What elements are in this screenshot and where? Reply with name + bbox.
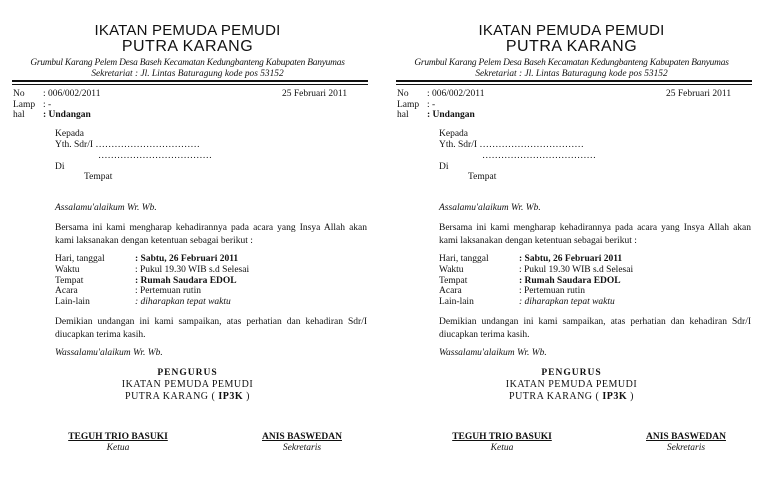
detail-label: Hari, tanggal: [55, 254, 105, 264]
invitation-letter-left: [10, 0, 380, 501]
detail-label: Acara: [439, 286, 462, 296]
no-value: : 006/002/2011: [427, 89, 485, 99]
letterhead-rule-thick: [12, 80, 368, 82]
recipient-di: Di: [439, 162, 449, 172]
no-label: No: [13, 89, 25, 99]
letterhead-address: Grumbul Karang Pelem Desa Baseh Kecamatan Kedungbanteng Kabupaten Banyumas: [414, 58, 729, 68]
signature-org2: [394, 391, 749, 402]
signatory-name-ketua: TEGUH TRIO BASUKI: [68, 432, 168, 442]
signature-org2-abbr: IP3K: [602, 391, 628, 402]
lamp-label: Lamp: [397, 100, 420, 110]
letterhead-secretariat: Sekretariat : Jl. Lintas Baturagung kode pos 53152: [475, 69, 668, 79]
detail-value: : Sabtu, 26 Februari 2011: [135, 254, 239, 264]
signature-pengurus: PENGURUS: [541, 368, 602, 378]
detail-label: Hari, tanggal: [439, 254, 489, 264]
signatory-role-ketua: Ketua: [106, 443, 130, 453]
detail-value: : diharapkan tepat waktu: [519, 297, 615, 307]
signatory-role-sekretaris: Sekretaris: [282, 443, 322, 453]
detail-label: Tempat: [55, 276, 84, 286]
detail-label: Waktu: [439, 265, 464, 275]
signatory-name-sekretaris: ANIS BASWEDAN: [262, 432, 342, 442]
detail-value: : Pertemuan rutin: [135, 286, 201, 296]
recipient-tempat: Tempat: [468, 172, 497, 182]
detail-value: : Pukul 19.30 WIB s.d Selesai: [135, 265, 250, 275]
detail-value: : Rumah Saudara EDOL: [135, 276, 237, 286]
recipient-di: Di: [55, 162, 65, 172]
signatory-role-sekretaris: Sekretaris: [666, 443, 706, 453]
letter-date: 25 Februari 2011: [666, 89, 732, 99]
signatory-name-sekretaris: ANIS BASWEDAN: [646, 432, 726, 442]
recipient-kepada: Kepada: [55, 129, 85, 139]
letterhead-rule-thin: [12, 84, 368, 85]
detail-label: Waktu: [55, 265, 80, 275]
signature-pengurus: PENGURUS: [157, 368, 218, 378]
detail-label: Tempat: [439, 276, 468, 286]
letterhead-org-line2: PUTRA KARANG: [121, 38, 254, 55]
letterhead-secretariat: Sekretariat : Jl. Lintas Baturagung kode pos 53152: [91, 69, 284, 79]
signature-org2-prefix: PUTRA KARANG (: [125, 391, 216, 402]
signature-org2-prefix: PUTRA KARANG (: [509, 391, 600, 402]
closing-paragraph: Demikian undangan ini kami sampaikan, atas perhatian dan kehadiran Sdr/I diucapkan terima kasih.: [439, 317, 751, 340]
hal-value: : Undangan: [43, 110, 91, 120]
letterhead-org-line1: IKATAN PEMUDA PEMUDI: [478, 22, 665, 39]
farewell: Wassalamu'alaikum Wr. Wb.: [55, 348, 163, 358]
detail-label: Lain-lain: [55, 297, 90, 307]
recipient-kepada: Kepada: [439, 129, 469, 139]
letterhead-rule-thick: [396, 80, 752, 82]
signatory-name-ketua: TEGUH TRIO BASUKI: [452, 432, 552, 442]
letter-date: 25 Februari 2011: [282, 89, 348, 99]
closing-paragraph: Demikian undangan ini kami sampaikan, atas perhatian dan kehadiran Sdr/I diucapkan terima kasih.: [55, 317, 367, 340]
signature-org2-suffix: ): [630, 391, 634, 402]
detail-value: : diharapkan tepat waktu: [135, 297, 231, 307]
no-value: : 006/002/2011: [43, 89, 101, 99]
no-label: No: [397, 89, 409, 99]
detail-label: Lain-lain: [439, 297, 474, 307]
signature-org1: IKATAN PEMUDA PEMUDI: [121, 379, 254, 390]
farewell: Wassalamu'alaikum Wr. Wb.: [439, 348, 547, 358]
letterhead-org-line1: IKATAN PEMUDA PEMUDI: [94, 22, 281, 39]
recipient-yth: Yth. Sdr/I ……………………………: [55, 140, 200, 150]
recipient-tempat: Tempat: [84, 172, 113, 182]
signature-org1: IKATAN PEMUDA PEMUDI: [505, 379, 638, 390]
intro-paragraph: Bersama ini kami mengharap kehadirannya pada acara yang Insya Allah akan kami laksanakan dengan ketentuan sebagai berikut :: [439, 223, 751, 246]
greeting: Assalamu'alaikum Wr. Wb.: [439, 203, 541, 213]
invitation-letter-right: [394, 0, 764, 501]
signatory-role-ketua: Ketua: [490, 443, 514, 453]
recipient-dots: ………………………………: [482, 151, 596, 161]
signature-org2: [10, 391, 365, 402]
lamp-label: Lamp: [13, 100, 36, 110]
letterhead-rule-thin: [396, 84, 752, 85]
detail-value: : Sabtu, 26 Februari 2011: [519, 254, 623, 264]
signature-org2-abbr: IP3K: [218, 391, 244, 402]
hal-label: hal: [397, 110, 409, 120]
letterhead-org-line2: PUTRA KARANG: [505, 38, 638, 55]
detail-value: : Pukul 19.30 WIB s.d Selesai: [519, 265, 634, 275]
intro-paragraph: Bersama ini kami mengharap kehadirannya pada acara yang Insya Allah akan kami laksanakan dengan ketentuan sebagai berikut :: [55, 223, 367, 246]
detail-value: : Pertemuan rutin: [519, 286, 585, 296]
recipient-dots: ………………………………: [98, 151, 212, 161]
greeting: Assalamu'alaikum Wr. Wb.: [55, 203, 157, 213]
hal-label: hal: [13, 110, 25, 120]
detail-label: Acara: [55, 286, 78, 296]
lamp-value: : -: [43, 100, 52, 110]
recipient-yth: Yth. Sdr/I ……………………………: [439, 140, 584, 150]
hal-value: : Undangan: [427, 110, 475, 120]
letterhead-address: Grumbul Karang Pelem Desa Baseh Kecamatan Kedungbanteng Kabupaten Banyumas: [30, 58, 345, 68]
signature-org2-suffix: ): [246, 391, 250, 402]
lamp-value: : -: [427, 100, 436, 110]
detail-value: : Rumah Saudara EDOL: [519, 276, 621, 286]
